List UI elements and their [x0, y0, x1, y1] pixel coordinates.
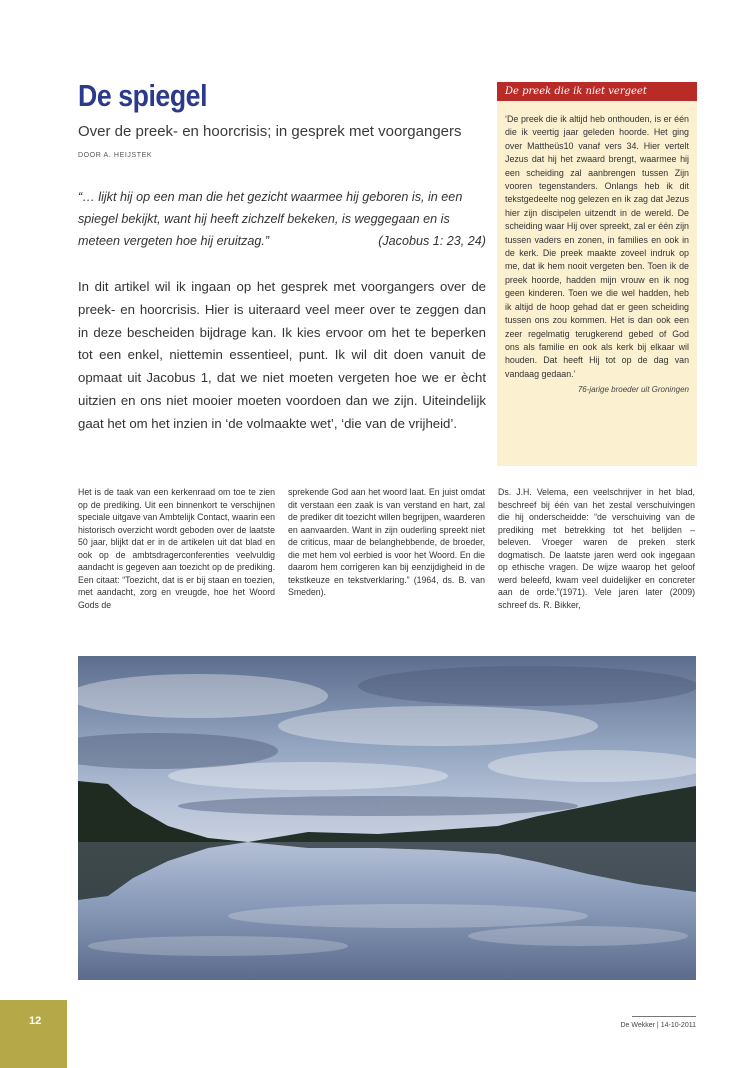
footer-divider [632, 1016, 696, 1017]
sidebar-text: ‘De preek die ik altijd heb onthouden, is er één die ik veertig jaar geleden hoorde. Het ging over Mattheüs10 vanaf vers 34. Hier vertelt Jezus dat hij het zwaard brengt, waarmee hij een scheiding zal aanbrengen tussen Zijn vooren tegenstanders. Onlangs heb ik dit tekstgedeelte nog gelezen en ik zag dat Jezus hier zijn discipelen uitzendt in de wereld. De scheiding waar Hij over spreekt, zal er één zijn tussen vaders en zonen, in families en ook in de kerk. Die preek maakte zoveel indruk op me, dat ik hem nooit vergeten ben. Toen ik de preek hoorde, hadden mijn vrouw en ik nog geen kinderen. Toen we die wel hadden, heb ik altijd de hoop gehad dat er geen scheiding tussen ons zou kommen. Het is dan ook een zeer regelmatig terugkerend gebed of God ons als familie en ook als kerk bij elkaar wil houden. Dat heeft Hij tot op de dag van vandaag gedaan.’ [505, 114, 689, 379]
footer-publication: De Wekker | 14-10-2011 [620, 1022, 696, 1029]
body-column-2: sprekende God aan het woord laat. En juist omdat dit verstaan een zaak is van verstand en hart, zal de prediker dit toezicht willen begrijpen, waarderen en aanvaarden. Want in zijn ouderling spreekt niet de criticus, maar de belanghebbende, de broeder, die met hem vol eerbied is voor het Woord. En die daarom hem corrigeren kan bij eenzijdigheid in de tekstkeuze en tekstverklaring.” (1964, ds. B. van Smeden). [288, 487, 485, 598]
sidebar-header: De preek die ik niet vergeet [497, 82, 697, 101]
quote-last-line [78, 230, 486, 252]
byline: DOOR A. HEIJSTEK [78, 152, 153, 159]
bible-quote [78, 186, 486, 252]
page-title: De spiegel [78, 78, 208, 113]
page-number: 12 [29, 1015, 42, 1027]
subtitle: Over de preek- en hoorcrisis; in gesprek met voorgangers [78, 123, 462, 140]
quote-reference: (Jacobus 1: 23, 24) [378, 234, 486, 248]
quote-line: “… lijkt hij op een man die het gezicht waarmee hij geboren is, in een [78, 190, 463, 204]
sidebar-signature: 76-jarige broeder uit Groningen [577, 385, 689, 395]
quote-line: spiegel bekijkt, want hij heeft zichzelf bekeken, is weggegaan en is [78, 212, 450, 226]
quote-line: meteen vergeten hoe hij eruitzag.” [78, 234, 270, 248]
sidebar-box [497, 82, 697, 466]
lake-photo [78, 656, 696, 980]
body-column-1: Het is de taak van een kerkenraad om toe te zien op de prediking. Uit een binnenkort te verschijnen speciale uitgave van Ambtelijk Contact, waarin een historisch overzicht wordt geboden over de laatste 50 jaar, blijkt dat er in de artikelen uit dat blad en ook op de ambtsdragerconferenties veelvuldig aandacht is gegeven aan toezicht op de prediking. Een citaat: “Toezicht, dat is er bij staan en toezien, met aandacht, zorg en vreugde, hoe het Woord Gods de [78, 487, 275, 610]
page-number-tab [0, 1000, 67, 1068]
body-column-3: Ds. J.H. Velema, een veelschrijver in het blad, beschreef bij één van het zestal verschuivingen die hij onderscheidde: “de verschuiving van de prediking met betrekking tot het belijden – beleven. Vroeger waren de preken sterk dogmatisch. De laatste jaren werd ook ingegaan op ethische vragen. De wijze waarop het geloof werd beleefd, kwam veel duidelijker en concreter aan de orde.”(1971). Vele jaren later (2009) schreef ds. R. Bikker, [498, 487, 695, 610]
intro-paragraph: In dit artikel wil ik ingaan op het gesprek met voorgangers over de preek- en hoorcrisis. Hier is uiteraard veel meer over te zeggen dan in deze bescheiden bijdrage kan. Ik kies ervoor om het te beperken tot een enkel, niettemin essentieel, punt. Ik wil dit doen vanuit de opmaat uit Jacobus 1, dat we niet moeten vergeten hoe we er ècht uitzien en ons niet mooier moeten voordoen dan we zijn. Uiteindelijk gaat het om het inzien in ‘de volmaakte wet’, ‘die van de vrijheid’. [78, 279, 486, 431]
